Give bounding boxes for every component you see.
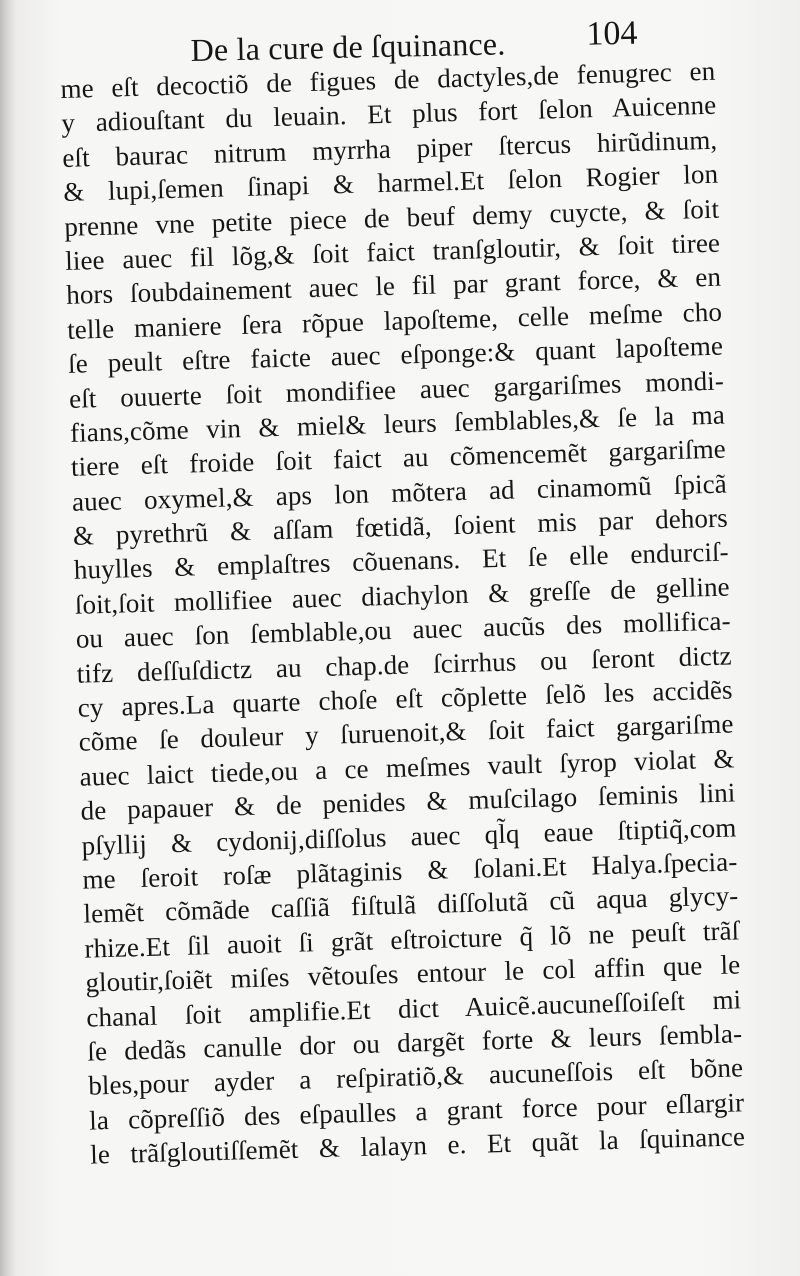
text-line: cõme ſe douleur y ſuruenoit,& ſoit faict gargariſme bbox=[78, 708, 734, 758]
text-line: me eſt decoctiõ de figues de dactyles,de fenugrec en bbox=[60, 55, 716, 104]
text-line: cy apres.La quarte choſe eſt cõplette ſelõ les accidẽs bbox=[77, 674, 733, 723]
page-gutter bbox=[0, 0, 16, 1276]
text-line: auec oxymel,& aps lon mõtera ad cinamomũ ſpicã bbox=[71, 468, 728, 517]
text-line: pſyllij & cydonij,diſſolus auec ql̃q eaue ſtiptiq̃,com bbox=[81, 812, 737, 861]
text-line: & lupi,ſemen ſinapi & harmel.Et ſelon Rogier lon bbox=[62, 158, 719, 208]
text-line: chanal ſoit amplifie.Et dict Auicẽ.aucuneſſoiſeſt mi bbox=[85, 983, 742, 1033]
text-line: prenne vne petite piece de beuf demy cuycte, & ſoit bbox=[63, 193, 720, 242]
text-line: ſe peult eſtre faicte auec eſponge:& quant lapoſteme bbox=[67, 330, 724, 380]
text-line: y adiouſtant du leuain. Et plus fort ſelon Auicenne bbox=[61, 90, 717, 139]
text-line: auec laict tiede,ou a ce meſmes vault ſyrop violat & bbox=[79, 743, 735, 792]
text-line: eſt ouuerte ſoit mondifiee auec gargariſmes mondi- bbox=[68, 365, 725, 414]
text-line: la cõpreſſiõ des eſpaulles a grant force pour eſlargir bbox=[88, 1087, 745, 1136]
text-line: lemẽt cõmãde caſſiã fiſtulã diſſolutã cũ aqua glycy- bbox=[83, 880, 739, 930]
text-line: & pyrethrũ & aſſam fœtidã, ſoient mis par dehors bbox=[72, 502, 729, 551]
text-line: hors ſoubdainement auec le fil par grant force, & en bbox=[65, 261, 722, 311]
text-line: tifz deſſuſdictz au chap.de ſcirrhus ou ſeront dictz bbox=[76, 640, 732, 689]
text-line: ou auec ſon ſemblable,ou auec aucũs des mollifica- bbox=[75, 605, 732, 655]
text-line: ſoit,ſoit mollifiee auec diachylon & greſſe de gelline bbox=[74, 571, 731, 620]
text-line: le trãſgloutiſſemẽt & lalayn e. Et quãt la ſquinance bbox=[89, 1121, 746, 1170]
text-line: rhize.Et ſil auoit ſi grãt eſtroicture q̃ lõ ne peuſt trãſ bbox=[84, 915, 740, 964]
text-line: telle maniere ſera rõpue lapoſteme, celle meſme cho bbox=[66, 296, 723, 345]
text-line: tiere eſt froide ſoit faict au cõmencemẽt gargariſme bbox=[70, 433, 727, 483]
text-line: de papauer & de penides & muſcilago ſeminis lini bbox=[80, 777, 736, 826]
text-line: liee auec fil lõg,& ſoit faict tranſgloutir, & ſoit tiree bbox=[64, 227, 721, 276]
text-line: me ſeroit roſæ plãtaginis & ſolani.Et Halya.ſpecia- bbox=[82, 846, 738, 895]
body-text bbox=[60, 54, 745, 1172]
text-line: bles,pour ayder a reſpiratiõ,& aucuneſſois eſt bõne bbox=[87, 1052, 744, 1101]
text-line: eſt baurac nitrum myrrha piper ſtercus hirũdinum, bbox=[61, 124, 718, 173]
text-line: gloutir,ſoiẽt miſes vẽtouſes entour le col affin que le bbox=[85, 949, 741, 998]
text-line: ſe dedãs canulle dor ou dargẽt forte & leurs ſembla- bbox=[86, 1018, 743, 1067]
text-line: fians,cõme vin & miel& leurs ſemblables,& ſe la ma bbox=[69, 399, 726, 448]
running-title: De la cure de ſquinance. bbox=[190, 25, 506, 68]
page-number: 104 bbox=[585, 14, 638, 53]
text-line: huylles & emplaſtres cõuenans. Et ſe elle endurciſ- bbox=[73, 536, 730, 586]
